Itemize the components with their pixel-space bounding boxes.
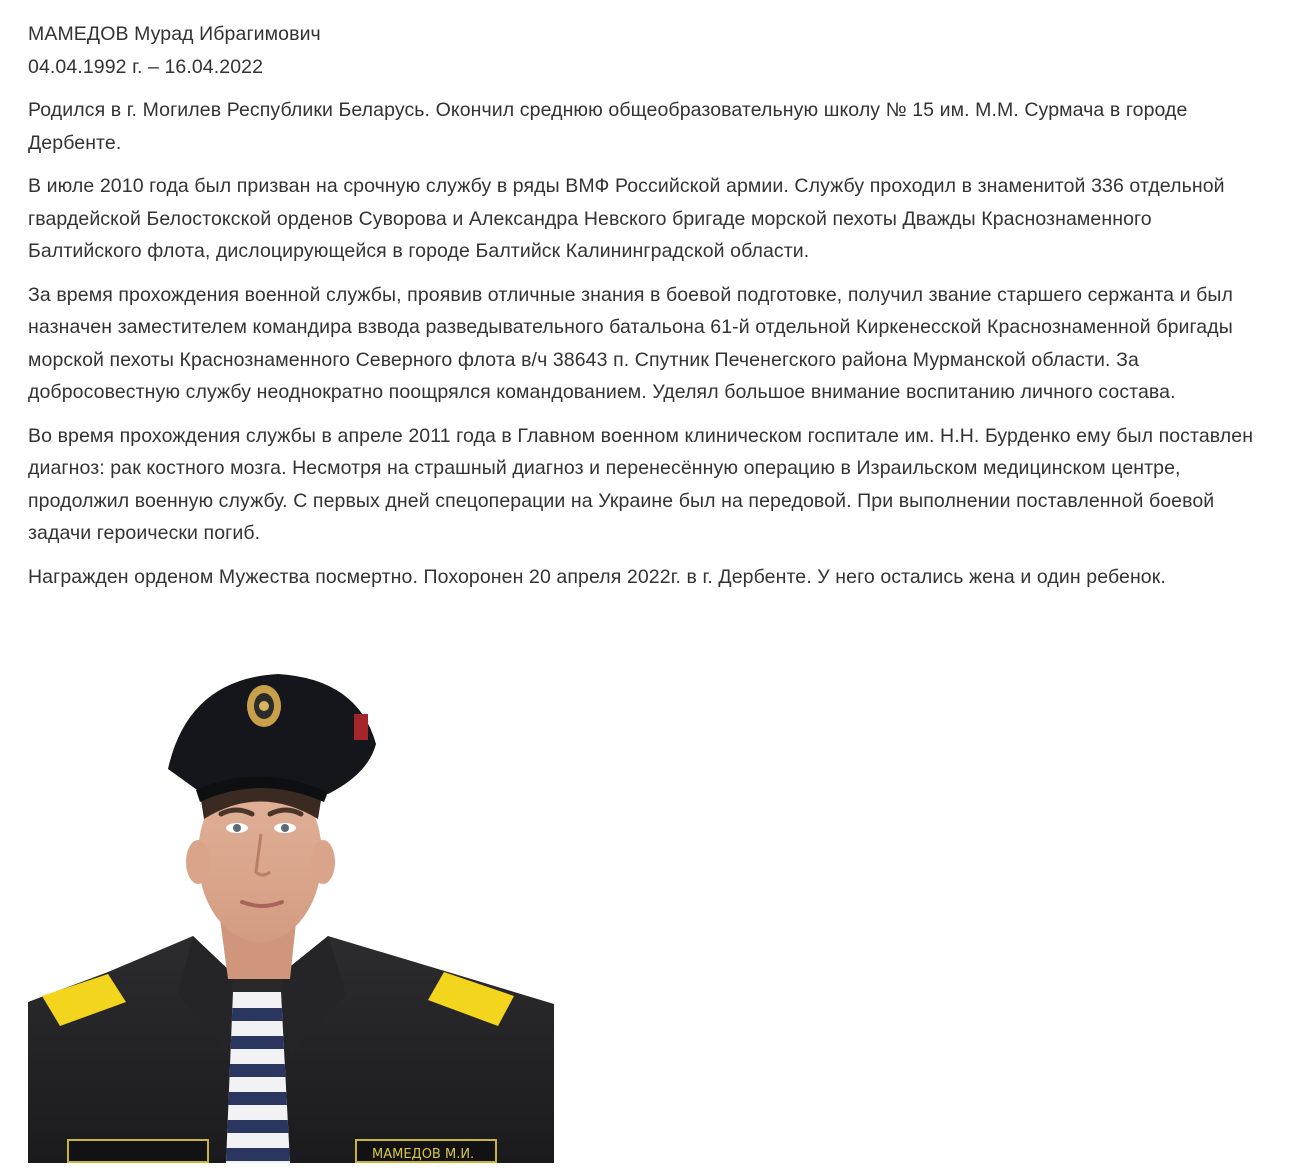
paragraph-award: Награжден орденом Мужества посмертно. Похоронен 20 апреля 2022г. в г. Дербенте. У него остались жена и один ребенок.	[28, 565, 1166, 588]
paragraph-conscription: В июле 2010 года был призван на срочную службу в ряды ВМФ Российской армии. Службу проходил в знаменитой 336 отдельной гвардейской Белостокской орденов Суворова и Александра Невского бригаде морской пехоты Дважды Краснознаменного Балтийского флота, дислоцирующейся в городе Балтийск Калининградской области.	[28, 175, 1225, 262]
article-body	[28, 18, 1264, 593]
name-tape: МАМЕДОВ М.И.	[372, 1147, 475, 1162]
paragraph-birth: Родился в г. Могилев Республики Беларусь. Окончил среднюю общеобразовательную школу № 15 им. М.М. Сурмача в городе Дербенте.	[28, 99, 1188, 154]
person-name: МАМЕДОВ Мурад Ибрагимович	[28, 23, 321, 45]
life-dates: 04.04.1992 г. – 16.04.2022	[28, 55, 264, 78]
portrait-photo	[28, 674, 554, 1163]
paragraph-illness: Во время прохождения службы в апреле 2011 года в Главном военном клиническом госпитале им. Н.Н. Бурденко ему был поставлен диагноз: рак костного мозга. Несмотря на страшный диагноз и перенесённую операцию в Израильском медицинском центре, продолжил военную службу. С первых дней спецоперации на Украине был на передовой. При выполнении поставленной боевой задачи героически погиб.	[28, 424, 1254, 544]
paragraph-service: За время прохождения военной службы, проявив отличные знания в боевой подготовке, получил звание старшего сержанта и был назначен заместителем командира взвода разведывательного батальона 61-й отдельной Киркенесской Краснознаменной бригады морской пехоты Краснознаменного Северного флота в/ч 38643 п. Спутник Печенегского района Мурманской области. За добросовестную службу неоднократно поощрялся командованием. Уделял большое внимание воспитанию личного состава.	[28, 283, 1233, 403]
